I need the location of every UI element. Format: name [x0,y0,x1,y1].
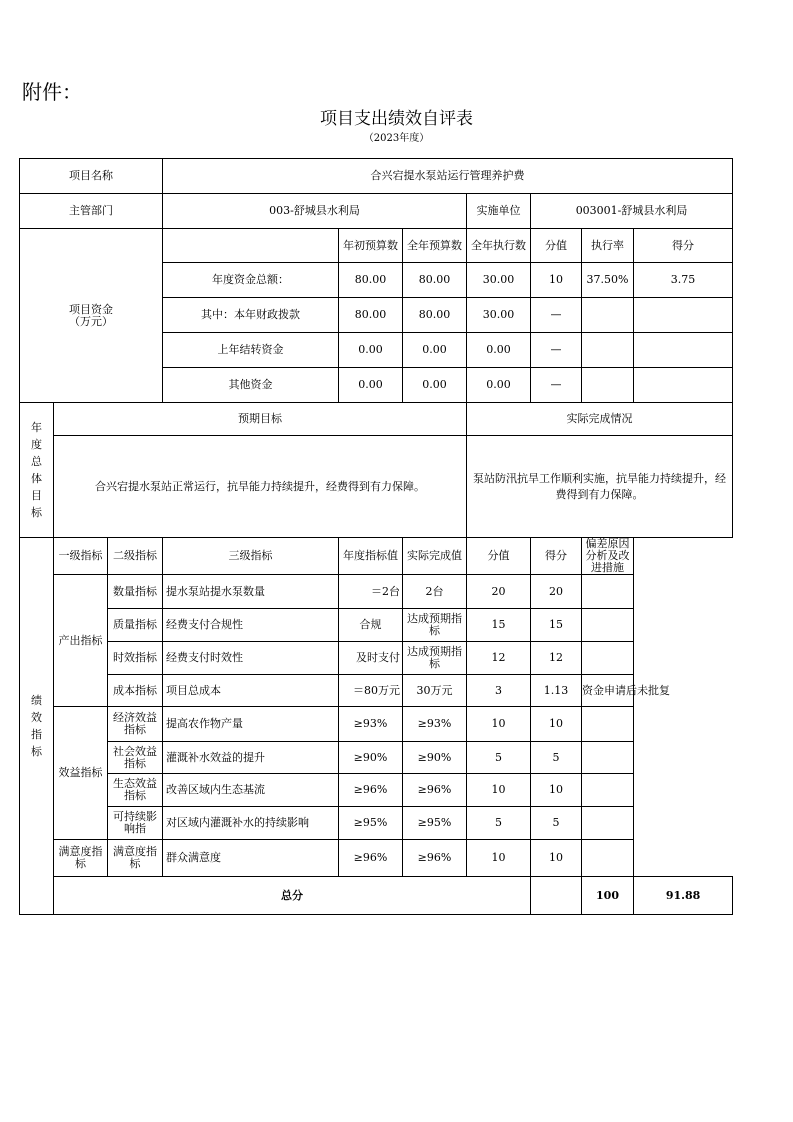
funds-row-name: 其他资金 [163,368,339,403]
indicator-row [20,609,733,642]
indicator-row [20,642,733,675]
project-name-value: 合兴宕提水泵站运行管理养护费 [163,159,733,194]
indicator-actual: 达成预期指标 [403,642,467,675]
indicator-level3: 群众满意度 [163,840,339,877]
performance-label-text: 绩效指标 [31,694,42,758]
funds-row-annual: 80.00 [403,298,467,333]
funds-label-line2: （万元） [69,314,113,328]
header-target: 年度指标值 [339,538,403,575]
indicator-actual: ≥93% [403,707,467,742]
total-score-value: 100 [582,877,634,915]
indicator-score: 15 [531,609,582,642]
funds-row-score-value: — [531,333,582,368]
indicator-target: ＝80万元 [339,675,403,707]
indicator-level2: 质量指标 [108,609,163,642]
indicator-level2: 社会效益指标 [108,742,163,774]
header-level1: 一级指标 [54,538,108,575]
indicator-analysis [582,707,634,742]
funds-header-rate: 执行率 [582,229,634,263]
indicator-score-value: 15 [467,609,531,642]
header-level3: 三级指标 [163,538,339,575]
indicator-level3: 灌溉补水效益的提升 [163,742,339,774]
indicator-level2: 时效指标 [108,642,163,675]
indicator-score: 10 [531,840,582,877]
funds-row-initial: 80.00 [339,298,403,333]
total-score: 91.88 [634,877,733,915]
indicator-group-output: 产出指标 [54,575,108,707]
indicator-score-value: 12 [467,642,531,675]
indicator-score-value: 20 [467,575,531,609]
department-row [20,194,733,229]
funds-header-score: 得分 [634,229,733,263]
indicator-analysis [582,774,634,807]
indicator-actual: ≥95% [403,807,467,840]
funds-row-rate [582,298,634,333]
goals-actual-header: 实际完成情况 [467,403,733,436]
document-year: （2023年度） [363,133,430,144]
indicator-level2: 生态效益指标 [108,774,163,807]
indicator-level2: 经济效益指标 [108,707,163,742]
total-row [20,877,733,915]
funds-label-line1: 项目资金 [69,302,113,316]
indicator-score: 5 [531,742,582,774]
indicator-group-satisfaction: 满意度指标 [54,840,108,877]
indicator-level3: 改善区域内生态基流 [163,774,339,807]
goals-expected-text: 合兴宕提水泵站正常运行，抗旱能力持续提升，经费得到有力保障。 [54,436,467,538]
header-score-value: 分值 [467,538,531,575]
performance-self-evaluation-table [19,158,733,915]
indicator-target: ＝2台 [339,575,403,609]
funds-row-rate [582,368,634,403]
funds-row-score-value: — [531,298,582,333]
indicator-actual: 达成预期指标 [403,609,467,642]
funds-row-rate: 37.50% [582,263,634,298]
indicator-level2: 满意度指标 [108,840,163,877]
goals-content-row [20,436,733,538]
indicator-target: ≥96% [339,774,403,807]
indicator-actual: 30万元 [403,675,467,707]
indicator-score-value: 5 [467,807,531,840]
indicator-row [20,807,733,840]
indicator-score-value: 10 [467,840,531,877]
funds-row-score [634,333,733,368]
indicator-score: 10 [531,774,582,807]
indicator-score: 20 [531,575,582,609]
indicator-actual: ≥96% [403,774,467,807]
funds-row-name: 年度资金总额： [163,263,339,298]
indicator-target: ≥90% [339,742,403,774]
indicator-row [20,742,733,774]
indicator-score-value: 10 [467,774,531,807]
indicator-level3: 对区域内灌溉补水的持续影响 [163,807,339,840]
funds-row-name: 上年结转资金 [163,333,339,368]
goals-actual-text: 泵站防汛抗旱工作顺利实施，抗旱能力持续提升，经费得到有力保障。 [467,436,733,538]
department-value: 003-舒城县水利局 [163,194,467,229]
header-analysis: 偏差原因分析及改进措施 [582,538,634,575]
funds-header-score-value: 分值 [531,229,582,263]
indicator-actual: ≥90% [403,742,467,774]
funds-row-score-value: 10 [531,263,582,298]
funds-header-blank [163,229,339,263]
total-blank [531,877,582,915]
indicator-target: ≥96% [339,840,403,877]
header-actual: 实际完成值 [403,538,467,575]
funds-header-executed: 全年执行数 [467,229,531,263]
funds-row-annual: 80.00 [403,263,467,298]
funds-header-initial: 年初预算数 [339,229,403,263]
indicator-score-value: 5 [467,742,531,774]
funds-row-executed: 30.00 [467,263,531,298]
indicator-target: ≥93% [339,707,403,742]
project-name-label: 项目名称 [20,159,163,194]
header-level2: 二级指标 [108,538,163,575]
goals-label [20,403,54,538]
indicator-level2: 数量指标 [108,575,163,609]
indicator-level3: 经费支付合规性 [163,609,339,642]
indicator-target: 合规 [339,609,403,642]
indicator-analysis [582,609,634,642]
indicator-analysis [582,575,634,609]
indicator-analysis [582,642,634,675]
indicator-analysis [582,742,634,774]
goals-header-row [20,403,733,436]
total-label: 总分 [54,877,531,915]
indicator-row [20,840,733,877]
indicator-target: 及时支付 [339,642,403,675]
funds-row-annual: 0.00 [403,368,467,403]
indicator-analysis: 资金申请后未批复 [582,675,634,707]
department-label: 主管部门 [20,194,163,229]
indicator-score-value: 3 [467,675,531,707]
funds-header-annual: 全年预算数 [403,229,467,263]
funds-row-score: 3.75 [634,263,733,298]
indicator-level2: 成本指标 [108,675,163,707]
indicator-level3: 提水泵站提水泵数量 [163,575,339,609]
indicator-group-benefit: 效益指标 [54,707,108,840]
attachment-label: 附件： [22,80,82,104]
indicator-score: 1.13 [531,675,582,707]
indicator-level2: 可持续影响指 [108,807,163,840]
funds-row-score [634,298,733,333]
funds-row-rate [582,333,634,368]
indicator-score: 12 [531,642,582,675]
funds-row-executed: 30.00 [467,298,531,333]
indicator-row [20,774,733,807]
funds-row-executed: 0.00 [467,368,531,403]
funds-header-row [20,229,733,263]
indicator-row [20,707,733,742]
goals-expected-header: 预期目标 [54,403,467,436]
indicator-level3: 经费支付时效性 [163,642,339,675]
indicator-row [20,675,733,707]
indicator-target: ≥95% [339,807,403,840]
unit-value: 003001-舒城县水利局 [531,194,733,229]
indicator-score: 10 [531,707,582,742]
funds-row-score-value: — [531,368,582,403]
indicator-level3: 项目总成本 [163,675,339,707]
unit-label: 实施单位 [467,194,531,229]
funds-row-initial: 0.00 [339,368,403,403]
indicator-level3: 提高农作物产量 [163,707,339,742]
indicator-score: 5 [531,807,582,840]
funds-row-initial: 80.00 [339,263,403,298]
funds-row-name: 其中：本年财政拨款 [163,298,339,333]
indicator-analysis [582,807,634,840]
indicator-score-value: 10 [467,707,531,742]
indicator-row [20,575,733,609]
funds-row-executed: 0.00 [467,333,531,368]
funds-row-initial: 0.00 [339,333,403,368]
header-score: 得分 [531,538,582,575]
indicator-actual: 2台 [403,575,467,609]
funds-label [20,229,163,403]
performance-label [20,538,54,915]
funds-row-score [634,368,733,403]
goals-label-text: 年度总体目标 [31,421,42,519]
project-name-row [20,159,733,194]
performance-header-row [20,538,733,575]
funds-row-annual: 0.00 [403,333,467,368]
document-title: 项目支出绩效自评表 [320,109,473,129]
indicator-analysis [582,840,634,877]
indicator-actual: ≥96% [403,840,467,877]
